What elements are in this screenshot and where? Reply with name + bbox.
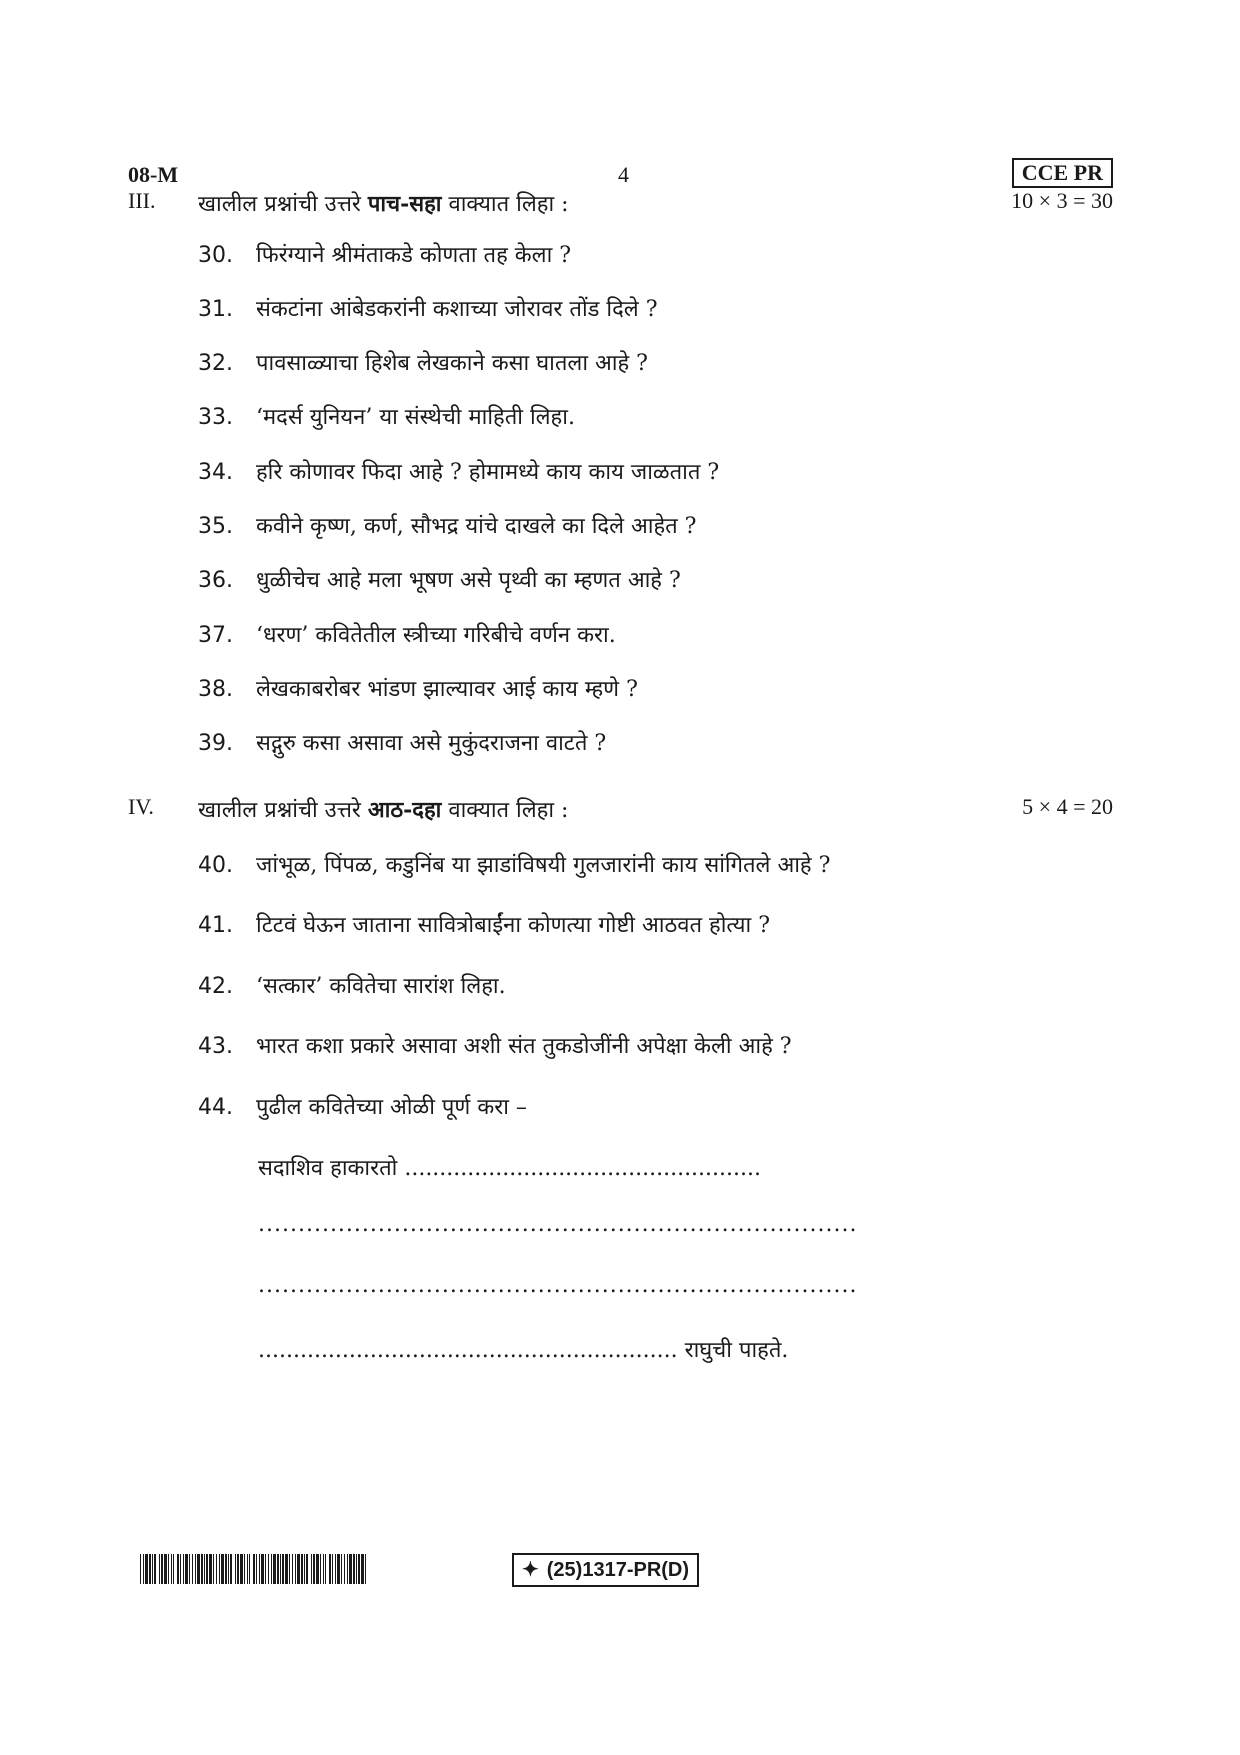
barcode-bar: [173, 1554, 174, 1584]
barcode-bar: [304, 1554, 305, 1584]
barcode-bar: [143, 1554, 144, 1584]
barcode-bar: [256, 1554, 257, 1584]
barcode-bar: [154, 1554, 156, 1584]
question-text: फिरंग्याने श्रीमंताकडे कोणता तह केला ?: [256, 243, 572, 268]
barcode-bar: [273, 1554, 276, 1584]
question-35: [198, 510, 696, 544]
barcode-bar: [313, 1554, 315, 1584]
barcode-bar: [183, 1554, 184, 1584]
barcode-bar: [271, 1554, 272, 1584]
question-number: 41.: [198, 913, 233, 938]
barcode-bar: [282, 1554, 284, 1584]
question-number: 38.: [198, 677, 233, 702]
section-instruction: [198, 794, 568, 824]
question-text: ‘धरण’ कवितेतील स्त्रीच्या गरिबीचे वर्णन करा.: [256, 623, 616, 648]
barcode-bar: [213, 1554, 214, 1584]
question-text: सद्गुरु कसा असावा असे मुकुंदराजना वाटते ?: [256, 731, 607, 756]
subject-code: 08-M: [128, 162, 179, 187]
question-33: [198, 401, 575, 435]
instruction-text: वाक्यात लिहा :: [441, 798, 569, 823]
question-text: ‘मदर्स युनियन’ या संस्थेची माहिती लिहा.: [256, 405, 575, 430]
barcode-bar: [204, 1554, 205, 1584]
barcode-bar: [268, 1554, 269, 1584]
barcode-bar: [277, 1554, 279, 1584]
question-number: 32.: [198, 351, 233, 376]
barcode-bar: [140, 1554, 141, 1584]
section-marks: 10 × 3 = 30: [1011, 188, 1113, 213]
question-36: [198, 564, 681, 598]
barcode-bar: [180, 1554, 181, 1584]
barcode-bar: [249, 1554, 250, 1584]
question-text: हरि कोणावर फिदा आहे ? होमामध्ये काय काय जाळतात ?: [256, 460, 720, 485]
barcode-bar: [295, 1554, 296, 1584]
question-number: 30.: [198, 243, 233, 268]
question-number: 31.: [198, 297, 233, 322]
barcode-bar: [152, 1554, 153, 1584]
barcode-bar: [201, 1554, 203, 1584]
page-number: 4: [618, 162, 629, 187]
star-4-point-icon: ✦: [522, 1559, 539, 1581]
barcode-bar: [361, 1554, 364, 1584]
barcode-bar: [265, 1554, 266, 1584]
barcode-bar: [219, 1554, 220, 1584]
question-number: 44.: [198, 1095, 233, 1120]
question-text: लेखकाबरोबर भांडण झाल्यावर आई काय म्हणे ?: [256, 677, 638, 702]
question-34: [198, 456, 719, 490]
section-marks: 5 × 4 = 20: [1022, 794, 1113, 819]
question-41: [198, 909, 770, 943]
question-text: संकटांना आंबेडकरांनी कशाच्या जोरावर तोंड दिले ?: [256, 297, 658, 322]
barcode-bar: [306, 1554, 308, 1584]
barcode-bar: [337, 1554, 340, 1584]
instruction-text: खालील प्रश्नांची उत्तरे: [198, 798, 368, 823]
question-43: [198, 1030, 792, 1064]
question-text: भारत कशा प्रकारे असावा अशी संत तुकडोजींनी अपेक्षा केली आहे ?: [256, 1034, 792, 1059]
question-number: 33.: [198, 405, 233, 430]
barcode-bar: [149, 1554, 151, 1584]
paper-code-box: CCE PR: [1012, 158, 1113, 188]
instruction-text: वाक्यात लिहा :: [441, 192, 569, 217]
barcode-bar: [161, 1554, 163, 1584]
barcode-bar: [349, 1554, 352, 1584]
question-37: [198, 619, 616, 653]
barcode-bar: [171, 1554, 172, 1584]
barcode-bar: [177, 1554, 179, 1584]
barcode-bar: [240, 1554, 243, 1584]
question-42: [198, 970, 506, 1004]
barcode-bar: [347, 1554, 348, 1584]
question-31: [198, 293, 658, 327]
question-text: धुळीचेच आहे मला भूषण असे पृथ्वी का म्हणत आहे ?: [256, 568, 681, 593]
barcode-bar: [335, 1554, 336, 1584]
barcode-bar: [189, 1554, 190, 1584]
question-32: [198, 347, 648, 381]
instruction-emphasis: पाच-सहा: [367, 191, 442, 217]
barcode-bar: [221, 1554, 224, 1584]
barcode-bar: [228, 1554, 229, 1584]
barcode-bar: [168, 1554, 169, 1584]
barcode-bar: [344, 1554, 345, 1584]
barcode-bar: [323, 1554, 324, 1584]
section-number: IV.: [128, 794, 154, 819]
poem-line-3: ...........................................................................: [258, 1273, 858, 1298]
question-30: [198, 239, 571, 273]
barcode-bar: [365, 1554, 366, 1584]
barcode-bar: [358, 1554, 360, 1584]
barcode-bar: [237, 1554, 239, 1584]
barcode-bar: [206, 1554, 208, 1584]
instruction-text: खालील प्रश्नांची उत्तरे: [198, 192, 368, 217]
barcode-bar: [197, 1554, 200, 1584]
barcode-bar: [280, 1554, 281, 1584]
barcode-bar: [164, 1554, 167, 1584]
question-39: [198, 727, 606, 761]
barcode-bar: [285, 1554, 288, 1584]
poem-line-1: सदाशिव हाकारतो ...................................................: [258, 1156, 761, 1181]
question-text: जांभूळ, पिंपळ, कडुनिंब या झाडांविषयी गुलजारांनी काय सांगितले आहे ?: [256, 853, 831, 878]
question-number: 43.: [198, 1034, 233, 1059]
barcode-bar: [316, 1554, 319, 1584]
question-number: 35.: [198, 514, 233, 539]
barcode-bar: [297, 1554, 300, 1584]
question-text: ‘सत्कार’ कवितेचा सारांश लिहा.: [256, 974, 506, 999]
footer-code-box: [512, 1553, 699, 1587]
barcode-bar: [289, 1554, 290, 1584]
barcode-bar: [332, 1554, 333, 1584]
barcode-icon: [140, 1554, 367, 1584]
section-number: III.: [128, 188, 156, 213]
question-text: कवीने कृष्ण, कर्ण, सौभद्र यांचे दाखले का दिले आहेत ?: [256, 514, 697, 539]
question-text: पुढील कवितेच्या ओळी पूर्ण करा –: [256, 1095, 527, 1120]
question-40: [198, 849, 830, 883]
section-4-header: [128, 790, 1113, 824]
barcode-bar: [247, 1554, 248, 1584]
question-44: [198, 1091, 527, 1125]
question-text: टिटवं घेऊन जाताना सावित्रोबाईंना कोणत्या गोष्टी आठवत होत्या ?: [256, 913, 771, 938]
barcode-bar: [225, 1554, 227, 1584]
section-instruction: [198, 188, 569, 218]
question-number: 42.: [198, 974, 233, 999]
barcode-bar: [216, 1554, 217, 1584]
barcode-bar: [235, 1554, 236, 1584]
barcode-bar: [356, 1554, 357, 1584]
barcode-bar: [311, 1554, 312, 1584]
question-number: 39.: [198, 731, 233, 756]
question-number: 37.: [198, 623, 233, 648]
barcode-bar: [159, 1554, 160, 1584]
barcode-bar: [195, 1554, 196, 1584]
barcode-bar: [329, 1554, 331, 1584]
barcode-bar: [261, 1554, 264, 1584]
barcode-bar: [325, 1554, 326, 1584]
barcode-bar: [292, 1554, 293, 1584]
instruction-emphasis: आठ-दहा: [367, 797, 442, 823]
question-number: 36.: [198, 568, 233, 593]
barcode-bar: [259, 1554, 260, 1584]
barcode-bar: [145, 1554, 148, 1584]
footer-code: (25)1317-PR(D): [546, 1559, 690, 1581]
question-text: पावसाळ्याचा हिशेब लेखकाने कसा घातला आहे ?: [256, 351, 648, 376]
barcode-bar: [341, 1554, 342, 1584]
barcode-bar: [230, 1554, 232, 1584]
section-3-header: [128, 184, 1113, 218]
question-number: 40.: [198, 853, 233, 878]
barcode-bar: [320, 1554, 321, 1584]
barcode-bar: [185, 1554, 188, 1584]
question-number: 34.: [198, 460, 233, 485]
question-38: [198, 673, 638, 707]
poem-line-2: ...........................................................................: [258, 1212, 858, 1237]
barcode-bar: [209, 1554, 212, 1584]
poem-line-4: ............................................................ राघुची पाहते.: [258, 1338, 789, 1363]
barcode-bar: [244, 1554, 245, 1584]
barcode-bar: [192, 1554, 193, 1584]
barcode-bar: [353, 1554, 355, 1584]
barcode-bar: [301, 1554, 303, 1584]
barcode-bar: [253, 1554, 255, 1584]
